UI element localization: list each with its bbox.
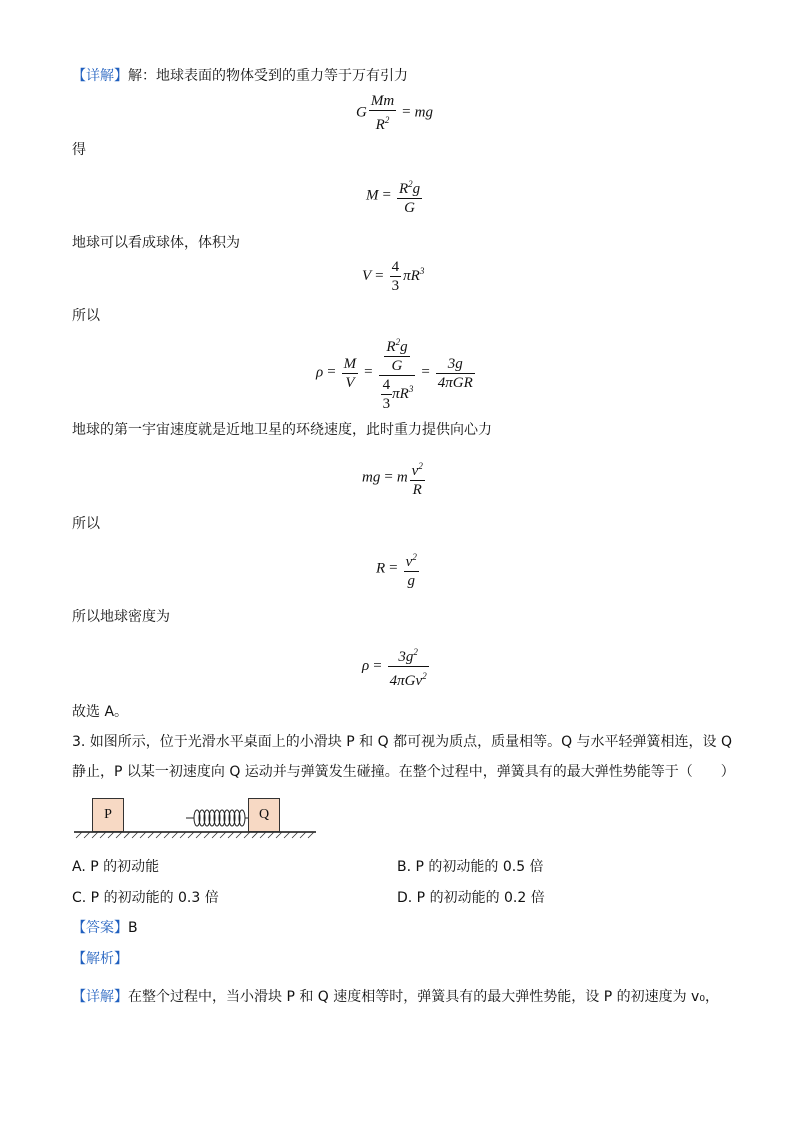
option-c: C. P 的初动能的 0.3 倍 xyxy=(72,890,219,906)
hatching xyxy=(76,832,314,838)
question-line-1: 3. 如图所示，位于光滑水平桌面上的小滑块 P 和 Q 都可视为质点，质量相等。Q 与水平轻弹簧相连，设 Q xyxy=(72,734,733,750)
analysis-detail-label: 【详解】 xyxy=(72,989,128,1005)
text-suoyi-1: 所以 xyxy=(72,308,100,324)
option-d: D. P 的初动能的 0.2 倍 xyxy=(397,890,545,906)
formula-radius: R = $\frac{v^2}{g}$ xyxy=(376,548,421,590)
answer-value: B xyxy=(128,920,138,936)
formula-density-final: ρ = $\frac{3g^2}{4\pi Gv^2}$ xyxy=(362,643,431,690)
text-first-cosmic: 地球的第一宇宙速度就是近地卫星的环绕速度，此时重力提供向心力 xyxy=(72,422,492,438)
block-q: Q xyxy=(248,798,280,832)
detail-label: 【详解】 xyxy=(72,68,128,84)
spring xyxy=(186,810,248,826)
text-de: 得 xyxy=(72,142,86,158)
spring-diagram xyxy=(70,796,320,846)
text-suoyi-2: 所以 xyxy=(72,516,100,532)
option-a: A. P 的初动能 xyxy=(72,859,160,875)
text-sphere: 地球可以看成球体，体积为 xyxy=(72,235,240,251)
formula-centripetal: mg = m $\frac{v^2}{R}$ xyxy=(362,457,427,499)
text-density: 所以地球密度为 xyxy=(72,609,170,625)
solution-intro xyxy=(72,66,408,86)
formula-density-derivation: ρ = $\frac{M}{V}$ = $\frac{R^2g}{G}$ $\frac{4}{3}$ $\pi R^3$ = $\frac{3g}{\text{4πGR}}$ xyxy=(316,333,477,413)
solution-text: 解：地球表面的物体受到的重力等于万有引力 xyxy=(128,68,408,84)
block-p: P xyxy=(92,798,124,832)
formula-gravity: G $\frac{Mm}{R^2}$ = mg xyxy=(356,93,433,133)
answer-line xyxy=(72,918,138,938)
analysis-label-text: 【解析】 xyxy=(72,951,128,967)
analysis-label xyxy=(72,949,128,969)
formula-mass: M = $\frac{R^2g}{G}$ xyxy=(366,175,424,217)
analysis-detail-text: 在整个过程中，当小滑块 P 和 Q 速度相等时，弹簧具有的最大弹性势能，设 P 的初速度为 v₀， xyxy=(128,989,719,1005)
option-b: B. P 的初动能的 0.5 倍 xyxy=(397,859,544,875)
formula-volume: V = $\frac{4}{3}$ $\pi R^3$ xyxy=(362,259,425,294)
question-line-2: 静止，P 以某一初速度向 Q 运动并与弹簧发生碰撞。在整个过程中，弹簧具有的最大弹性势能等于（ ） xyxy=(72,764,735,780)
analysis-detail xyxy=(72,987,719,1007)
text-conclusion: 故选 A。 xyxy=(72,704,129,720)
answer-label: 【答案】 xyxy=(72,920,128,936)
